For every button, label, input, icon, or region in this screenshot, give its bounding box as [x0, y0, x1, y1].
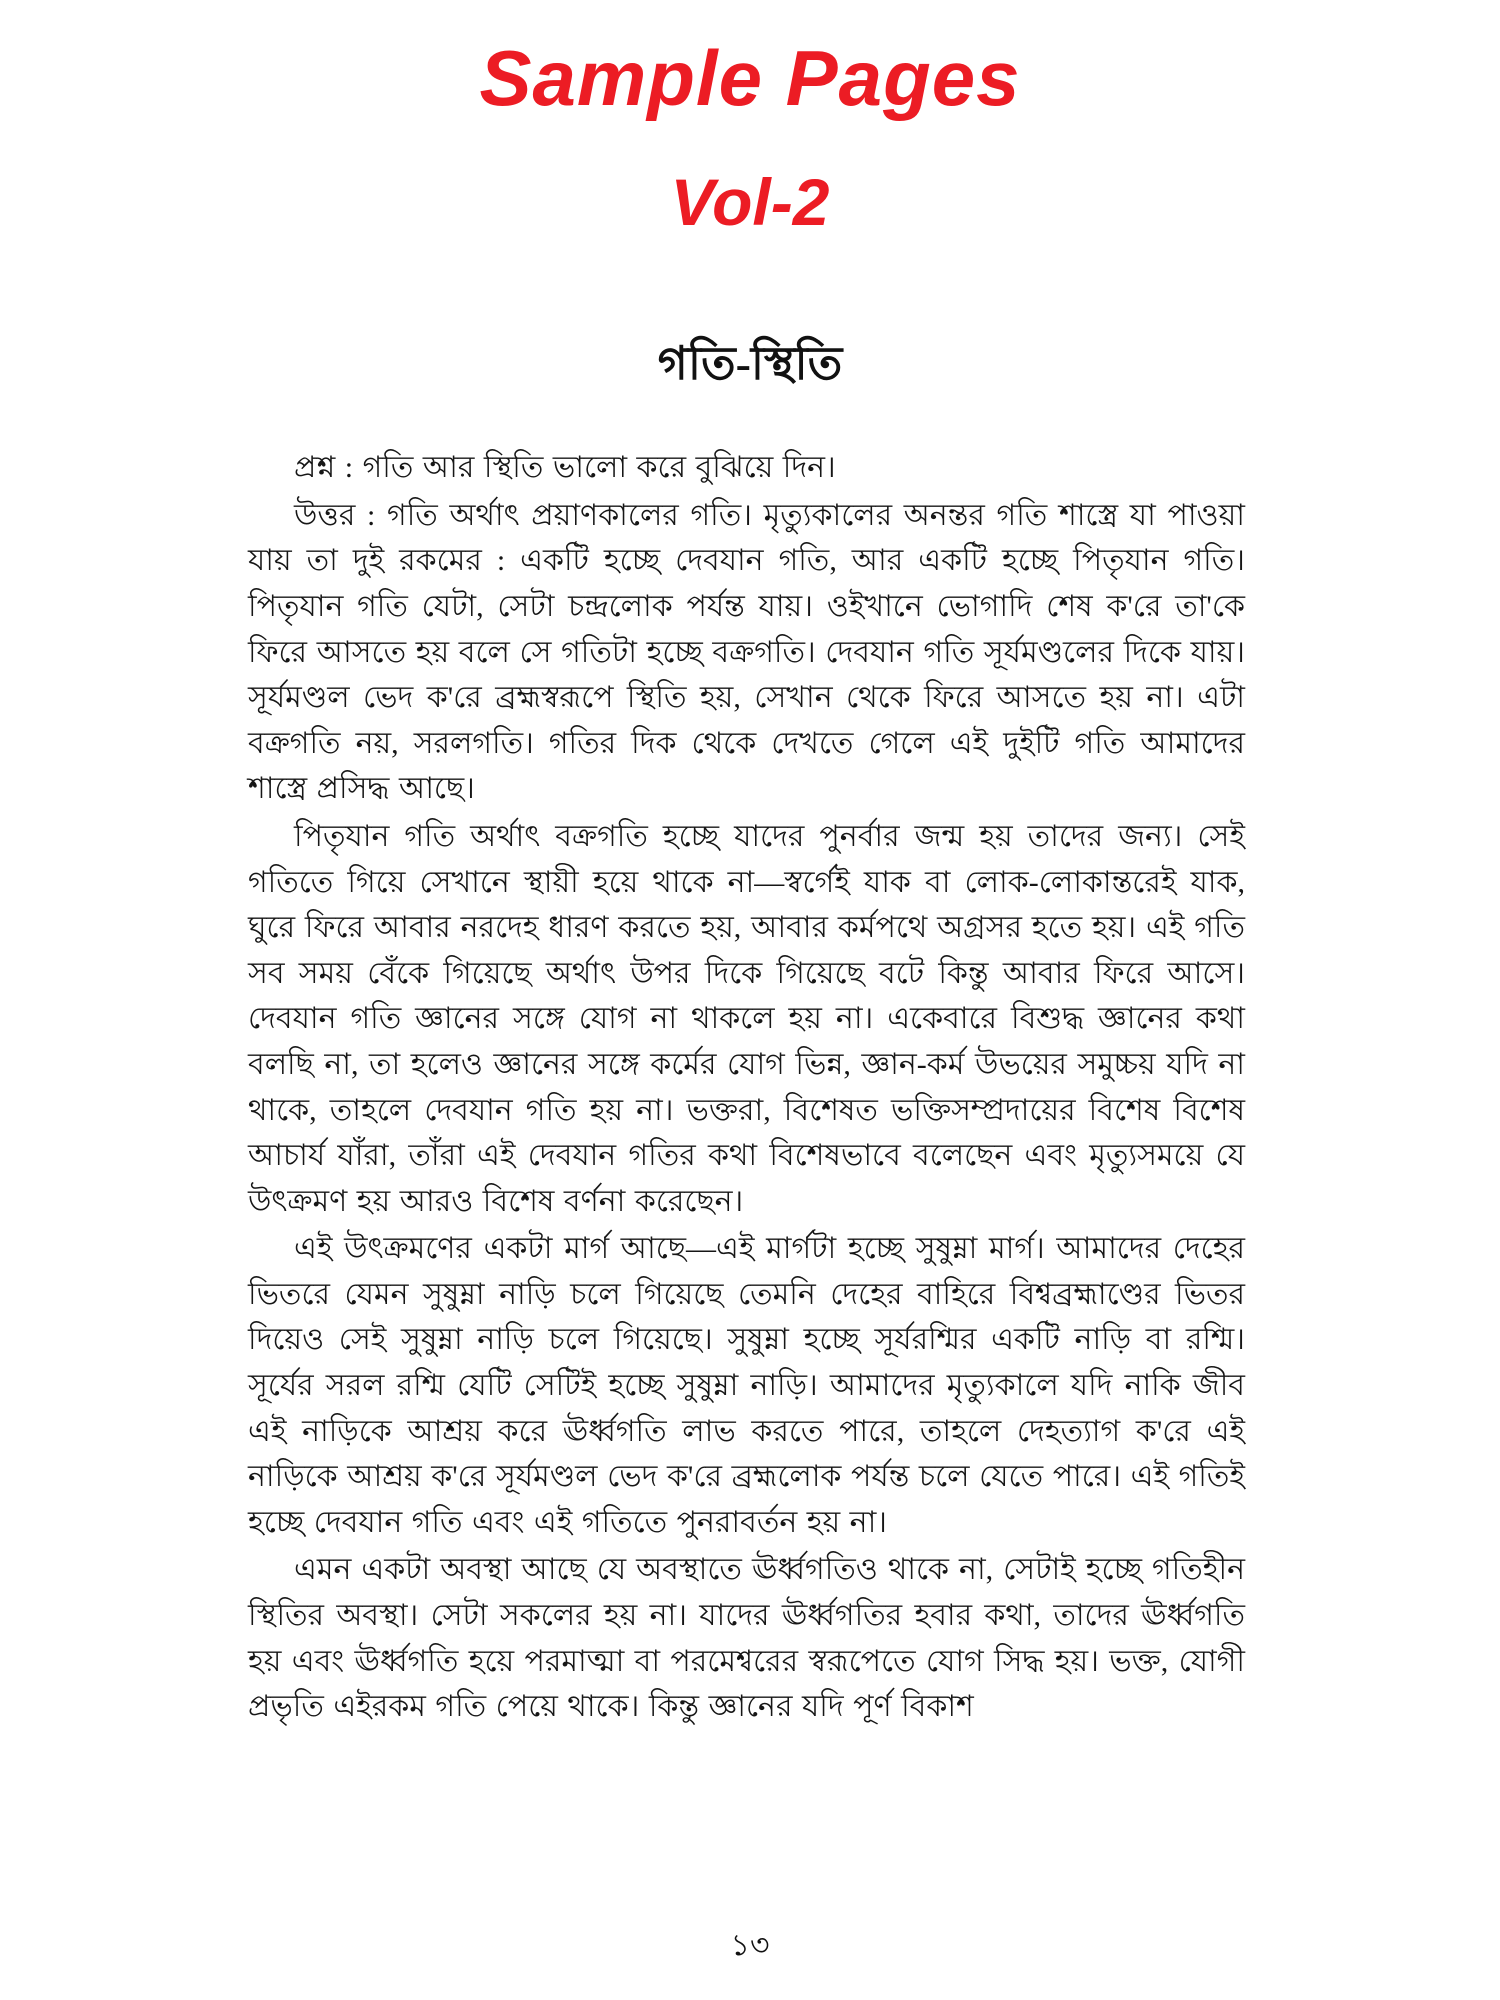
- paragraph-question: প্রশ্ন : গতি আর স্থিতি ভালো করে বুঝিয়ে দিন।: [294, 451, 836, 485]
- page-title: গতি-স্থিতি: [657, 338, 843, 390]
- page-number: ১৩: [730, 1929, 770, 1962]
- paragraph-answer-2: পিতৃযান গতি অর্থাৎ বক্রগতি হচ্ছে যাদের পুনর্বার জন্ম হয় তাদের জন্য। সেই গতিতে গিয়ে সেখানে স্থায়ী হয়ে থাকে না—স্বর্গেই যাক বা লোক-লোকান্তরেই যাক, ঘুরে ফিরে আবার নরদেহ ধারণ করতে হয়, আবার কর্মপথে অগ্রসর হতে হয়। এই গতি সব সময় বেঁকে গিয়েছে অর্থাৎ উপর দিকে গিয়েছে বটে কিন্তু আবার ফিরে আসে। দেবযান গতি জ্ঞানের সঙ্গে যোগ না থাকলে হয় না। একেবারে বিশুদ্ধ জ্ঞানের কথা বলছি না, তা হলেও জ্ঞানের সঙ্গে কর্মের যোগ ভিন্ন, জ্ঞান-কর্ম উভয়ের সমুচ্চয় যদি না থাকে, তাহলে দেবযান গতি হয় না। ভক্তরা, বিশেষত ভক্তিসম্প্রদায়ের বিশেষ বিশেষ আচার্য যাঁরা, তাঁরা এই দেবযান গতির কথা বিশেষভাবে বলেছেন এবং মৃত্যুসময়ে যে উৎক্রমণ হয় আরও বিশেষ বর্ণনা করেছেন।: [248, 819, 1245, 1218]
- sample-watermark: [0, 34, 1500, 239]
- paragraph-answer-3: এই উৎক্রমণের একটা মার্গ আছে—এই মার্গটা হচ্ছে সুষুম্না মার্গ। আমাদের দেহের ভিতরে যেমন সুষুম্না নাড়ি চলে গিয়েছে তেমনি দেহের বাহিরে বিশ্বব্রহ্মাণ্ডের ভিতর দিয়েও সেই সুষুম্না নাড়ি চলে গিয়েছে। সুষুম্না হচ্ছে সূর্যরশ্মির একটি নাড়ি বা রশ্মি। সূর্যের সরল রশ্মি যেটি সেটিই হচ্ছে সুষুম্না নাড়ি। আমাদের মৃত্যুকালে যদি নাকি জীব এই নাড়িকে আশ্রয় করে ঊর্ধ্বগতি লাভ করতে পারে, তাহলে দেহত্যাগ ক'রে এই নাড়িকে আশ্রয় ক'রে সূর্যমণ্ডল ভেদ ক'রে ব্রহ্মলোক পর্যন্ত চলে যেতে পারে। এই গতিই হচ্ছে দেবযান গতি এবং এই গতিতে পুনরাবর্তন হয় না।: [248, 1232, 1245, 1539]
- paragraph-answer-4: এমন একটা অবস্থা আছে যে অবস্থাতে ঊর্ধ্বগতিও থাকে না, সেটাই হচ্ছে গতিহীন স্থিতির অবস্থা। সেটা সকলের হয় না। যাদের ঊর্ধ্বগতির হবার কথা, তাদের ঊর্ধ্বগতি হয় এবং ঊর্ধ্বগতি হয়ে পরমাত্মা বা পরমেশ্বরের স্বরূপেতে যোগ সিদ্ধ হয়। ভক্ত, যোগী প্রভৃতি এইরকম গতি পেয়ে থাকে। কিন্তু জ্ঞানের যদি পূর্ণ বিকাশ: [248, 1553, 1245, 1724]
- body-text: [248, 445, 1245, 1730]
- paragraph-answer-1: উত্তর : গতি অর্থাৎ প্রয়াণকালের গতি। মৃত্যুকালের অনন্তর গতি শাস্ত্রে যা পাওয়া যায় তা দুই রকমের : একটি হচ্ছে দেবযান গতি, আর একটি হচ্ছে পিতৃযান গতি। পিতৃযান গতি যেটা, সেটা চন্দ্রলোক পর্যন্ত যায়। ওইখানে ভোগাদি শেষ ক'রে তা'কে ফিরে আসতে হয় বলে সে গতিটা হচ্ছে বক্রগতি। দেবযান গতি সূর্যমণ্ডলের দিকে যায়। সূর্যমণ্ডল ভেদ ক'রে ব্রহ্মস্বরূপে স্থিতি হয়, সেখান থেকে ফিরে আসতে হয় না। এটা বক্রগতি নয়, সরলগতি। গতির দিক থেকে দেখতে গেলে এই দুইটি গতি আমাদের শাস্ত্রে প্রসিদ্ধ আছে।: [248, 498, 1245, 806]
- watermark-line1: Sample Pages: [479, 34, 1021, 122]
- watermark-line2: Vol-2: [670, 164, 830, 239]
